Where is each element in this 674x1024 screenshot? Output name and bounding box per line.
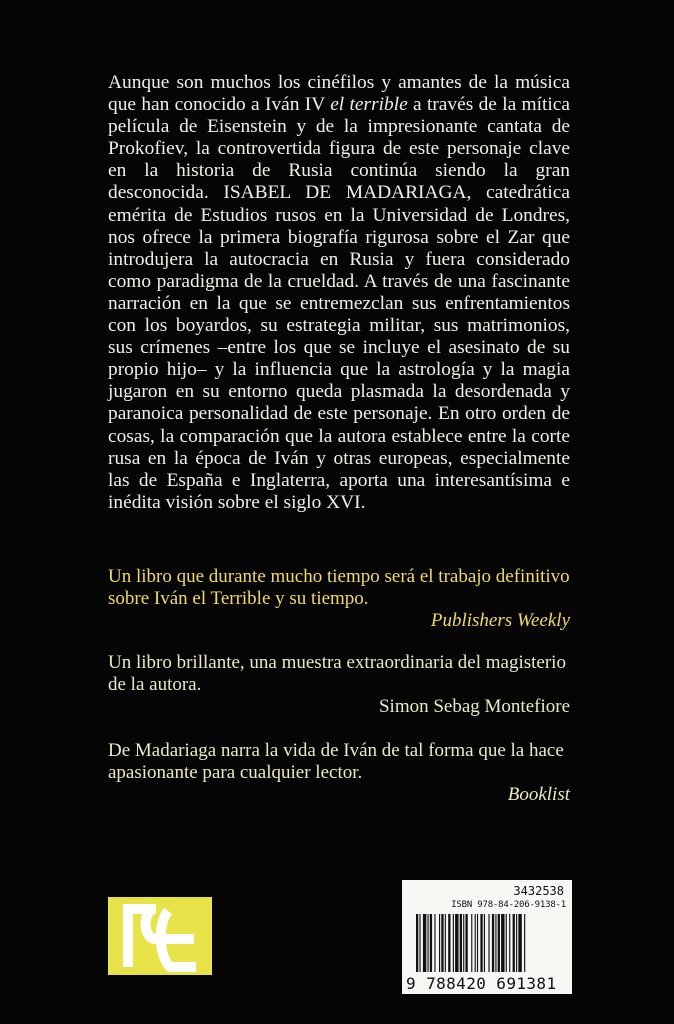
review-source: Publishers Weekly: [430, 610, 570, 631]
barcode-digits: 9 788420 691381: [406, 974, 557, 993]
synopsis-text-1: Aunque son muchos los cinéfilos y amantes de la música que han conocido a Iván IV: [108, 72, 570, 116]
synopsis-text-2: a través de la mítica película de Eisenstein y de la impresionante cantata de Prokofiev, la controvertida figura de este personaje clave en la historia de Rusia continúa siendo la gran desconocida. ISABEL DE MADARIAGA, catedrática emérita de Estudios rusos en la Universidad de Londres, nos ofrece la primera biografía rigurosa sobre el Zar que introdujera la autocracia en Rusia y fuera considerado como paradigma de la crueldad. A través de una fascinante narración en la que se entremezclan sus enfrentamientos con los boyardos, su estrategia militar, sus matrimonios, sus crímenes –entre los que se incluye el asesinato de su propio hijo– y la influencia que la astrología y la magia jugaron en su entorno queda plasmada la desordenada y paranoica personalidad de este personaje. En otro orden de cosas, la comparación que la autora establece entre la corte rusa en la época de Iván y otras europeas, especialmente las de España e Inglaterra, aporta una interesantísima e inédita visión sobre el siglo XVI.: [108, 94, 570, 513]
review-quote-text: Un libro brillante, una muestra extraordinaria del magisterio de la autora.: [108, 652, 566, 695]
synopsis-paragraph: [108, 72, 570, 514]
barcode-internal-code: 3432538: [513, 884, 564, 898]
isbn-text: ISBN 978-84-206-9138-1: [451, 900, 566, 910]
review-quote-text: Un libro que durante mucho tiempo será el trabajo definitivo sobre Iván el Terrible y su tiempo.: [108, 566, 570, 609]
review-quote-text: De Madariaga narra la vida de Iván de tal forma que la hace apasionante para cualquier lector.: [108, 740, 564, 783]
publisher-logo-icon: [108, 897, 212, 975]
review-source: Simon Sebag Montefiore: [378, 696, 570, 717]
review-quote-2: [108, 652, 570, 718]
review-quote-3: [108, 740, 570, 806]
review-quote-1: [108, 566, 570, 632]
synopsis-italic-title: el terrible: [330, 94, 408, 116]
barcode-bars-icon: [416, 914, 564, 972]
review-source: Booklist: [507, 784, 570, 805]
publisher-logo: [108, 897, 212, 975]
barcode-label: [402, 880, 572, 994]
